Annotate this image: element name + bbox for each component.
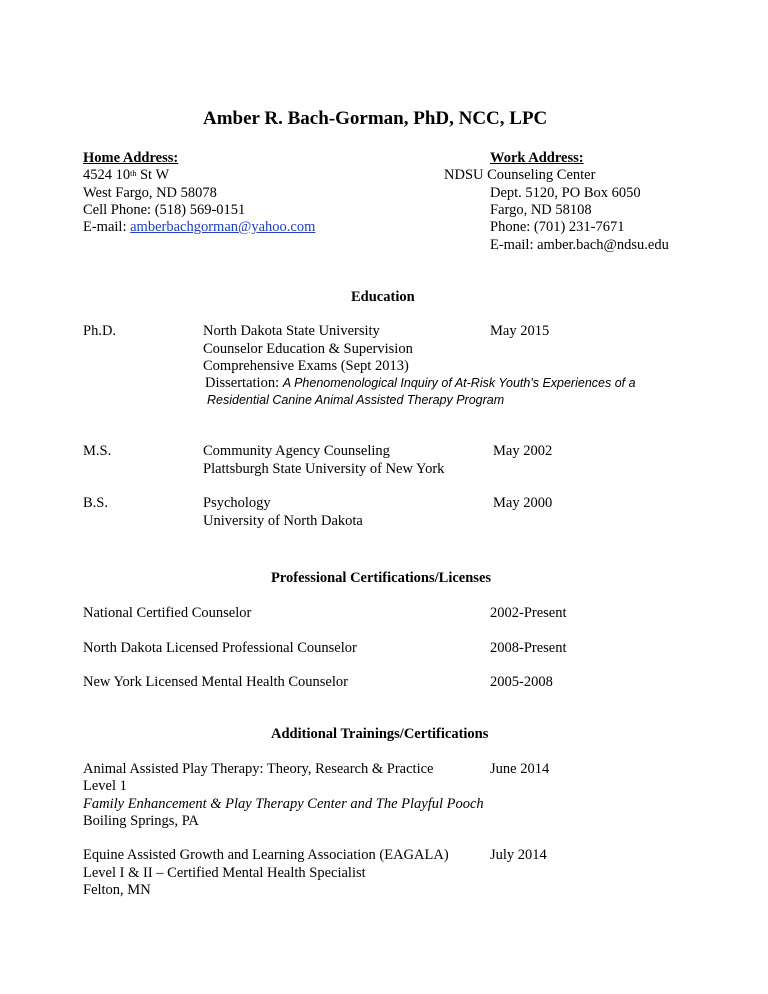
home-street-number: 4524 10 <box>83 167 131 183</box>
work-dept: Dept. 5120, PO Box 6050 <box>490 185 641 201</box>
phd-degree: Ph.D. <box>83 323 117 339</box>
work-org: NDSU Counseling Center <box>444 167 596 183</box>
dissertation-title-part1: A Phenomenological Inquiry of At-Risk Youth's Experiences of a <box>282 376 636 390</box>
home-street <box>83 166 169 184</box>
training1-title: Animal Assisted Play Therapy: Theory, Research & Practice <box>83 761 434 777</box>
training1-level: Level 1 <box>83 778 127 794</box>
bs-date: May 2000 <box>493 495 553 511</box>
phd-field: Counselor Education & Supervision <box>203 341 413 357</box>
cert-item-date: 2005-2008 <box>490 674 553 690</box>
home-cell-phone: Cell Phone: (518) 569-0151 <box>83 202 246 218</box>
phd-school: North Dakota State University <box>203 323 380 339</box>
home-street-name: St W <box>136 167 170 183</box>
phd-dissertation-line1 <box>205 374 636 392</box>
ms-degree: M.S. <box>83 443 112 459</box>
certifications-heading: Professional Certifications/Licenses <box>271 570 492 586</box>
training2-level: Level I & II – Certified Mental Health Specialist <box>83 865 366 881</box>
home-city: West Fargo, ND 58078 <box>83 185 217 201</box>
training1-org: Family Enhancement & Play Therapy Center and The Playful Pooch <box>83 796 484 812</box>
work-phone: Phone: (701) 231-7671 <box>490 219 625 235</box>
work-city: Fargo, ND 58108 <box>490 202 592 218</box>
phd-dissertation-line2: Residential Canine Animal Assisted Therapy Program <box>207 393 505 407</box>
education-heading: Education <box>351 289 415 305</box>
home-email-label: E-mail: <box>83 219 131 235</box>
cert-item-date: 2002-Present <box>490 605 567 621</box>
bs-school: University of North Dakota <box>203 513 363 529</box>
ms-school: Plattsburgh State University of New York <box>203 461 445 477</box>
ms-date: May 2002 <box>493 443 553 459</box>
ms-field: Community Agency Counseling <box>203 443 390 459</box>
trainings-heading: Additional Trainings/Certifications <box>271 726 489 742</box>
home-email-line <box>83 218 315 236</box>
dissertation-label: Dissertation: <box>205 375 283 391</box>
home-address-heading: Home Address: <box>83 150 179 166</box>
training2-title: Equine Assisted Growth and Learning Association (EAGALA) <box>83 847 449 863</box>
work-address-heading: Work Address: <box>490 150 584 166</box>
cert-item-date: 2008-Present <box>490 640 567 656</box>
training1-date: June 2014 <box>490 761 550 777</box>
cert-item-title: New York Licensed Mental Health Counselor <box>83 674 348 690</box>
training1-location: Boiling Springs, PA <box>83 813 199 829</box>
phd-date: May 2015 <box>490 323 550 339</box>
bs-field: Psychology <box>203 495 271 511</box>
home-street-suffix: th <box>130 169 137 178</box>
work-email: E-mail: amber.bach@ndsu.edu <box>490 237 669 253</box>
cert-item-title: National Certified Counselor <box>83 605 252 621</box>
page-title: Amber R. Bach-Gorman, PhD, NCC, LPC <box>203 108 548 129</box>
home-email-link[interactable]: amberbachgorman@yahoo.com <box>130 219 316 235</box>
phd-exams: Comprehensive Exams (Sept 2013) <box>203 358 409 374</box>
training2-date: July 2014 <box>490 847 547 863</box>
cert-item-title: North Dakota Licensed Professional Counselor <box>83 640 357 656</box>
bs-degree: B.S. <box>83 495 108 511</box>
training2-location: Felton, MN <box>83 882 151 898</box>
